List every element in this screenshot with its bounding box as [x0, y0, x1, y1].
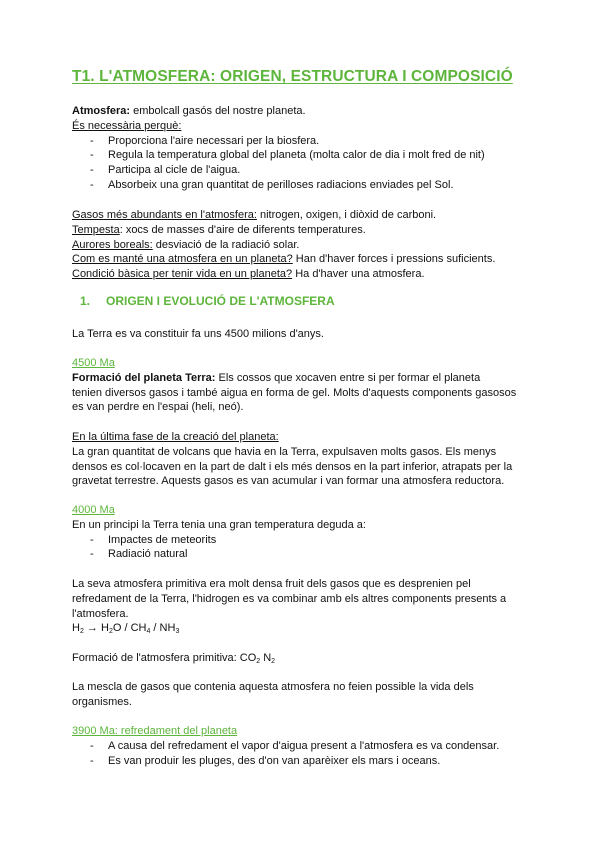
fact-text: desviació de la radiació solar. [152, 238, 300, 251]
era-text: tenien diversos gasos i també aigua en forma de gel. Molts d'aquests components gasosos [72, 386, 517, 399]
facts-block [72, 208, 530, 282]
era-4000 [72, 503, 530, 562]
fact-term: Com es manté una atmosfera en un planeta? [72, 253, 293, 266]
section-number: 1. [80, 294, 91, 308]
fact-line [72, 238, 530, 253]
formula-subscript: 3 [175, 628, 180, 636]
era-date: 4000 Ma [72, 504, 115, 516]
definition-line [72, 104, 530, 119]
cooling-list [72, 739, 530, 769]
fact-term: Aurores boreals: [72, 238, 153, 251]
fact-text: nitrogen, oxigen, i diòxid de carboni. [256, 209, 437, 221]
list-item: - Participa al cicle de l'aigua. [72, 163, 530, 178]
era-text: En un principi la Terra tenia una gran temperatura deguda a: [72, 518, 366, 531]
list-item: - Proporciona l'aire necessari per la biosfera. [72, 134, 530, 149]
formula-part: CO [239, 652, 257, 664]
causes-list [72, 533, 530, 563]
formula-subscript: 2 [108, 628, 113, 636]
era-text: Els cossos que xocaven entre si per formar el planeta [215, 371, 481, 384]
fact-text: Ha d'haver una atmosfera. [292, 268, 425, 281]
era-text: La seva atmosfera primitiva era molt densa fruit dels gasos que es desprenien pel [72, 578, 471, 590]
primitive-formation-line [72, 651, 530, 666]
spacer [72, 415, 530, 430]
primitive-formation [72, 651, 530, 666]
era-text: organismes. [72, 695, 132, 708]
formula-subscript: 2 [256, 658, 261, 665]
reaction-formula [72, 621, 530, 636]
why-label: És necessària perquè: [72, 119, 182, 132]
formula-part: H [72, 622, 80, 635]
era-text: densos es col·locaven en la part de dalt i els més densos en la part inferior, atrapats per la [72, 460, 513, 473]
fact-term: Tempesta [72, 223, 120, 236]
era-text: La mescla de gasos que contenia aquesta atmosfera no feien possible la vida dels [72, 681, 474, 693]
fact-term: Gasos més abundants en l'atmosfera: [72, 209, 257, 221]
intro-block [72, 104, 530, 193]
era-3900 [72, 724, 530, 768]
era-text: La gran quantitat de volcans que havia en la Terra, expulsaven molts gasos. Els menys [72, 445, 497, 458]
gas-mixture-paragraph [72, 680, 530, 710]
era-date: 3900 Ma: refredament del planeta [72, 725, 238, 737]
formula-subscript: 4 [146, 628, 151, 636]
section-intro-text: La Terra es va constituir fa uns 4500 milions d'anys. [72, 328, 324, 340]
formula-subscript: 2 [271, 658, 276, 665]
era-text: gravetat terrestre. Aquests gasos es van acumular i van formar una atmosfera reductora. [72, 475, 505, 488]
era-subhead: En la última fase de la creació del planeta: [72, 430, 279, 443]
era-text: refredament de la Terra, l'hidrogen es va combinar amb els altres components presents a [72, 592, 507, 605]
era-paragraph [72, 371, 530, 386]
arrow-glyph: → [83, 622, 101, 635]
era-text: l'atmosfera. [72, 607, 129, 620]
section-title: ORIGEN I EVOLUCIÓ DE L'ATMOSFERA [106, 294, 335, 308]
list-item: - Impactes de meteorits [72, 533, 530, 548]
formula-part: H [100, 622, 109, 635]
formula-part: / NH [150, 622, 176, 635]
era-date: 4500 Ma [72, 357, 115, 369]
list-item: - Regula la temperatura global del planeta (molta calor de dia i molt fred de nit) [72, 148, 530, 163]
fact-line [72, 267, 530, 282]
primitive-atmosphere-paragraph [72, 577, 530, 636]
fact-line [72, 208, 530, 223]
fact-line [72, 252, 530, 267]
section-heading [80, 294, 335, 309]
era-bold-term: Formació del planeta Terra: [72, 371, 216, 384]
list-item: - Absorbeix una gran quantitat de perilloses radiacions enviades pel Sol. [72, 178, 530, 193]
era-text: es van perdre en l'espai (heli, neó). [72, 401, 244, 414]
fact-text: : xocs de masses d'aire de diferents temperatures. [119, 223, 366, 236]
formula-part: O / CH [112, 622, 147, 635]
fact-term: Condició bàsica per tenir vida en un planeta? [72, 268, 293, 281]
fact-line [72, 223, 530, 238]
reasons-list [72, 134, 530, 193]
formula-part: N [260, 652, 272, 664]
primitive-label: Formació de l'atmosfera primitiva: [72, 652, 240, 664]
definition-text: embolcall gasós del nostre planeta. [130, 105, 306, 117]
list-item: - A causa del refredament el vapor d'aigua present a l'atmosfera es va condensar. [72, 739, 530, 754]
formula-subscript: 2 [79, 628, 84, 636]
definition-term: Atmosfera: [72, 105, 131, 117]
fact-text: Han d'haver forces i pressions suficients. [292, 253, 496, 266]
section-intro [72, 327, 530, 342]
list-item: - Es van produir les pluges, des d'on van aparèixer els mars i oceans. [72, 754, 530, 769]
era-4500 [72, 356, 530, 489]
page-title: T1. L'ATMOSFERA: ORIGEN, ESTRUCTURA I COMPOSICIÓ [72, 68, 513, 85]
list-item: - Radiació natural [72, 547, 530, 562]
